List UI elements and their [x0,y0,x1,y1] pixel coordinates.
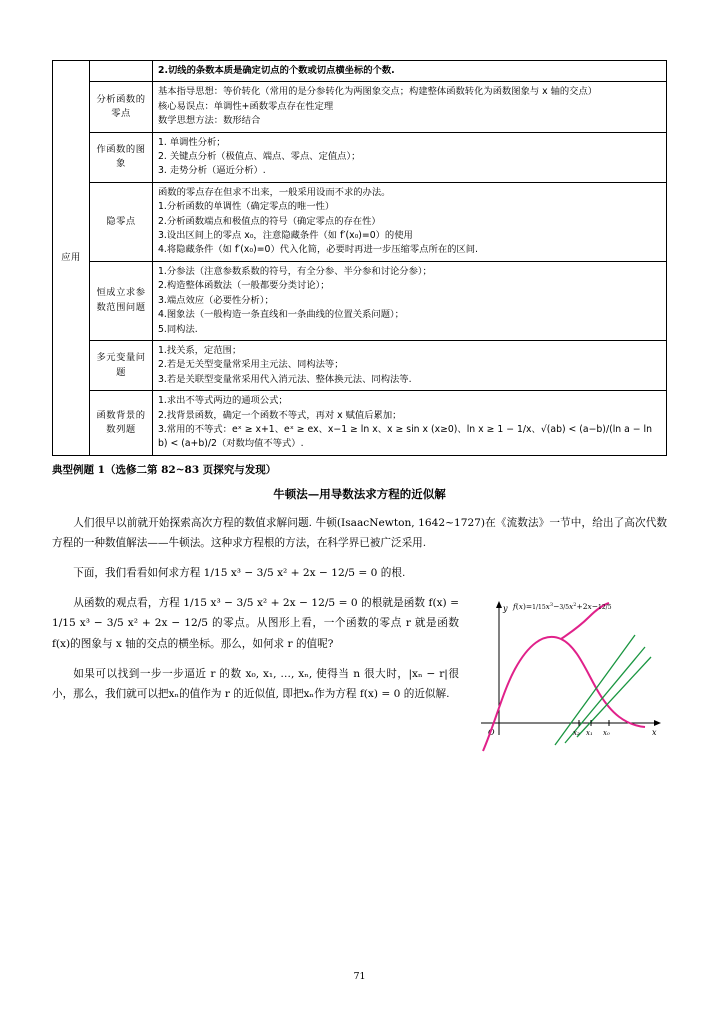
table-cell-line: 数学思想方法：数形结合 [158,115,261,127]
figure-svg [469,595,667,763]
table-cell-line: 1.分析函数的单调性（确定零点的唯一性） [158,201,335,213]
figure-tick-x2: x₂ [573,728,580,737]
paragraph-zeros: 从函数的观点看，方程 1/15 x³ − 3/5 x² + 2x − 12/5 = 0 的根就是函数 f(x) = 1/15 x³ − 3/5 x² + 2x − 12/5 的零点。从图形上看，一个函数的零点 r 就是函数 f(x)的图象与 x 轴的交点的横坐标。那么，如何求 r 的值呢? [52,596,459,651]
table-row-label: 隐零点 [90,182,153,261]
table-row-label: 作函数的图象 [90,132,153,182]
table-cell-line: 5.同构法. [158,323,198,335]
table-cell-line: 4.图象法（一般构造一条直线和一条曲线的位置关系问题）； [158,309,404,321]
paragraph-equation: 下面，我们看看如何求方程 1/15 x³ − 3/5 x² + 2x − 12/5 = 0 的根. [73,567,406,580]
table-cell-line: 3. 走势分析（逼近分析）. [158,165,266,177]
table-row-label [90,61,153,82]
table-row-content [153,340,667,390]
table-row [53,132,667,182]
table-cell-line: 2.若是无关型变量常采用主元法、同构法等； [158,359,344,371]
table-row-label: 分析函数的零点 [90,82,153,132]
newton-method-figure [469,595,667,763]
summary-table [52,60,667,456]
table-cell-line: 3.若是关联型变量常采用代入消元法、整体换元法、同构法等. [158,373,412,385]
table-cell-line: 核心易误点：单调性+函数零点存在性定理 [158,100,334,112]
table-cell-line: 2.找背景函数，确定一个函数不等式，再对 x 赋值后累加； [158,409,402,421]
table-row [53,261,667,340]
table-cell-line: 2. 关键点分析（极值点、端点、零点、定值点）； [158,151,361,163]
table-row-label: 函数背景的数列题 [90,391,153,456]
table-row-content [153,132,667,182]
paragraph-approximation: 如果可以找到一步一步逼近 r 的数 x₀, x₁, …, xₙ, 使得当 n 很大时，|xₙ − r|很小，那么，我们就可以把xₙ的值作为 r 的近似值, 即把xₙ作为方程 f(x) = 0 的近似解. [52,667,459,701]
table-cell-line: 1.找关系，定范围； [158,344,242,356]
figure-curve-label: $f(x)=1/15x^3-3/5x^2+2x-12/5$ [513,601,612,611]
table-cell-line: 1.求出不等式两边的通项公式； [158,395,288,407]
table-row-content [153,182,667,261]
table-row [53,340,667,390]
table-row-content [153,82,667,132]
table-cell-line: 2.分析函数端点和极值点的符号（确定零点的存在性） [158,215,381,227]
table-cell-line: 3.设出区间上的零点 x₀，注意隐藏条件（如 f′(x₀)=0）的使用 [158,230,413,242]
table-row [53,391,667,456]
table-cell-line: 2.切线的条数本质是确定切点的个数或切点横坐标的个数. [158,65,395,76]
table-row-label: 恒成立求参数范围问题 [90,261,153,340]
table-row-content [153,61,667,82]
table-row [53,61,667,82]
table-row-content [153,261,667,340]
figure-tick-x1: x₁ [586,728,593,737]
figure-tick-x0: x₀ [603,728,610,737]
figure-origin-label: O [488,727,495,737]
paragraph-intro: 人们很早以前就开始探索高次方程的数值求解问题. 牛顿(IsaacNewton, 1642~1727)在《流数法》一节中，给出了高次代数方程的一种数值解法——牛顿法。这种求方程根的方法，在科学界已被广泛采用. [52,516,667,550]
table-cell-line: 3.常用的不等式：eˣ ≥ x+1、eˣ ≥ ex、x−1 ≥ ln x、x ≥ sin x (x≥0)、ln x ≥ 1 − 1/x、√(ab) < (a−b)/(ln a − ln b) < (a+b)/2（对数均值不等式）. [158,423,653,450]
table-row [53,82,667,132]
example-heading: 典型例题 1（选修二第 82~83 页探究与发现） [52,463,277,476]
table-cell-line: 4.将隐藏条件（如 f′(x₀)=0）代入化简，必要时再进一步压缩零点所在的区间. [158,244,478,256]
table-cell-line: 1.分参法（注意参数系数的符号，有全分参、半分参和讨论分参）； [158,265,432,277]
section-title: 牛顿法—用导数法求方程的近似解 [273,486,446,501]
figure-x-label: x [652,727,657,737]
table-cell-line: 3.端点效应（必要性分析）； [158,294,274,306]
table-cell-line: 函数的零点存在但求不出来，一般采用设而不求的办法。 [158,186,391,198]
table-row-content [153,391,667,456]
table-row [53,182,667,261]
figure-y-label: y [503,603,508,613]
table-cell-line: 1. 单调性分析； [158,136,226,148]
page-number: 71 [353,971,366,982]
table-row-label: 多元变量问题 [90,340,153,390]
table-cell-line: 2.构造整体函数法（一般都要分类讨论）； [158,280,330,292]
table-col-a-label: 应用 [53,61,90,456]
table-cell-line: 基本指导思想：等价转化（常用的是分参转化为两图象交点；构建整体函数转化为函数图象与 x 轴的交点） [158,86,598,98]
